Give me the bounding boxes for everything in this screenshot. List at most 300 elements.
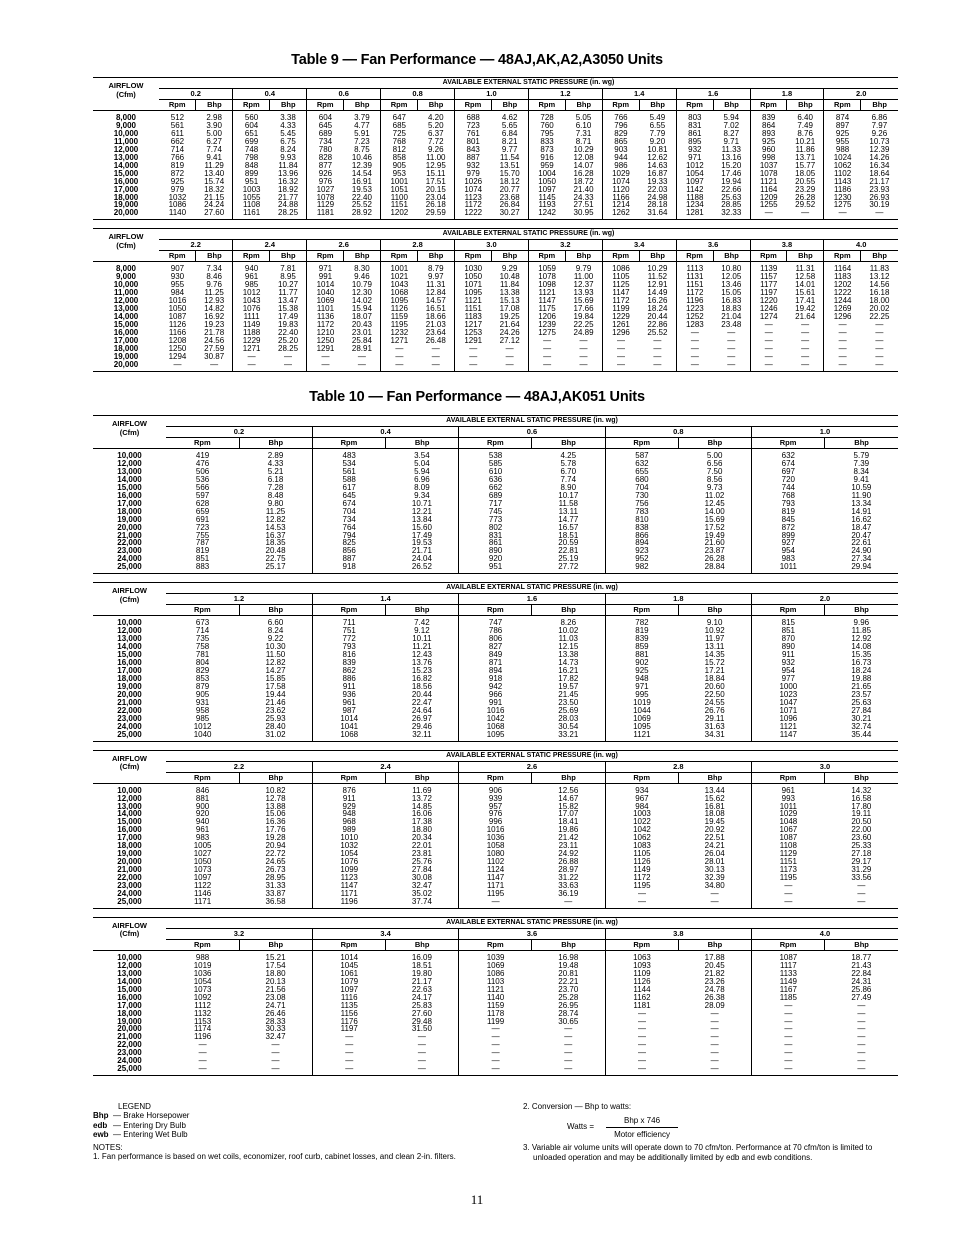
- bhp-cell: —: [727, 344, 736, 353]
- rpm-cell: 920: [459, 555, 532, 563]
- bhp-cell: 15.21: [265, 952, 286, 962]
- bhp-cell: 21.17: [869, 177, 890, 186]
- rpm-cell: —: [676, 329, 713, 337]
- bhp-cell: 24.04: [411, 555, 432, 564]
- table-row: [93, 970, 898, 978]
- rpm-cell: 1121: [750, 178, 787, 186]
- bhp-cell: —: [857, 1025, 866, 1034]
- rpm-label: Rpm: [459, 605, 532, 616]
- table-row: [93, 122, 898, 130]
- airflow-label: AIRFLOW: [112, 419, 147, 428]
- bhp-label: Bhp: [532, 438, 605, 449]
- rpm-cell: 998: [750, 154, 787, 162]
- block-spacer: [93, 574, 898, 583]
- header-row: [93, 750, 898, 761]
- airflow-value: 23,000: [117, 1049, 142, 1058]
- bhp-cell: 18.35: [265, 539, 286, 548]
- bhp-label: Bhp: [678, 438, 751, 449]
- table-row: [93, 723, 898, 731]
- bhp-cell: 19.33: [647, 177, 668, 186]
- bhp-cell: 28.95: [265, 874, 286, 883]
- table-row: [93, 818, 898, 826]
- rpm-cell: 1246: [750, 305, 787, 313]
- rpm-cell: 1097: [312, 986, 385, 994]
- bhp-label: Bhp: [196, 251, 233, 262]
- airflow-value: 8,000: [115, 264, 137, 274]
- bhp-cell: 17.52: [704, 523, 725, 532]
- rpm-cell: 873: [528, 146, 565, 154]
- table9-title: Table 9 — Fan Performance — 48AJ,AK,A2,A3050 Units: [291, 52, 663, 68]
- bhp-cell: 13.40: [204, 169, 225, 178]
- bhp-cell: 8.27: [723, 129, 740, 138]
- bhp-cell: 11.21: [412, 643, 432, 652]
- table-row: [93, 842, 898, 850]
- rpm-cell: 1102: [824, 170, 861, 178]
- rpm-cell: 872: [170, 169, 185, 178]
- airflow-value: 24,000: [117, 555, 142, 564]
- rpm-cell: 711: [312, 616, 385, 627]
- bhp-cell: 6.10: [575, 121, 592, 130]
- bhp-cell: 9.41: [853, 475, 870, 484]
- table-row: [93, 262, 898, 273]
- table-row: [93, 138, 898, 146]
- bhp-cell: 10.82: [265, 785, 286, 795]
- rpm-cell: 1159: [459, 1002, 532, 1010]
- airflow-value: 25,000: [93, 731, 166, 741]
- bhp-cell: 14.07: [573, 161, 594, 170]
- pressure-value: 1.6: [676, 89, 750, 100]
- rpm-cell: 1014: [312, 715, 385, 723]
- bhp-cell: 19.53: [411, 539, 432, 548]
- rpm-cell: —: [750, 345, 787, 353]
- rpm-cell: 883: [166, 563, 239, 573]
- bhp-label: Bhp: [825, 939, 898, 950]
- pressure-value: 2.4: [233, 240, 307, 251]
- bhp-cell: 16.21: [558, 667, 579, 675]
- rpm-cell: 942: [459, 683, 532, 691]
- rpm-cell: 1195: [459, 890, 532, 898]
- rpm-cell: 1027: [193, 850, 212, 859]
- airflow-value: 12,000: [113, 145, 139, 154]
- airflow-header: [93, 78, 159, 111]
- bhp-cell: 6.70: [560, 467, 577, 476]
- bhp-cell: 19.84: [573, 313, 594, 322]
- bhp-cell: 7.02: [723, 121, 740, 130]
- rpm-cell: 961: [195, 826, 210, 835]
- bhp-cell: 8.48: [267, 491, 284, 500]
- bhp-cell: 21.56: [265, 985, 286, 994]
- bhp-label: Bhp: [239, 772, 312, 783]
- bhp-cell: 28.33: [265, 1017, 286, 1026]
- rpm-cell: 967: [605, 795, 678, 803]
- bhp-cell: 20.47: [851, 531, 872, 540]
- rpm-cell: 1142: [676, 186, 713, 194]
- rpm-cell: 1083: [605, 842, 678, 850]
- rpm-cell: 1103: [459, 978, 532, 986]
- bhp-cell: 32.11: [386, 731, 459, 741]
- bhp-cell: 10.02: [558, 627, 579, 636]
- rpm-cell: 1159: [381, 313, 418, 321]
- airflow-value: 19,000: [113, 201, 139, 210]
- bhp-label: Bhp: [386, 438, 459, 449]
- rpm-cell: 1121: [459, 986, 532, 994]
- bhp-cell: 26.38: [704, 993, 725, 1002]
- rpm-cell: 787: [195, 539, 210, 548]
- bhp-cell: 16.81: [704, 802, 725, 811]
- rpm-cell: 1166: [602, 194, 639, 202]
- rpm-cell: 1196: [676, 297, 713, 305]
- bhp-cell: 24.89: [573, 329, 594, 337]
- rpm-cell: 1149: [752, 978, 825, 986]
- rpm-cell: 959: [528, 162, 565, 170]
- rpm-cell: —: [752, 1010, 825, 1018]
- rpm-cell: 839: [605, 635, 678, 643]
- rpm-cell: 851: [752, 627, 825, 635]
- rpm-cell: 655: [605, 468, 678, 476]
- bhp-cell: —: [857, 1009, 866, 1018]
- rpm-cell: 902: [605, 659, 678, 667]
- rpm-cell: 903: [602, 146, 639, 154]
- bhp-cell: 27.59: [204, 344, 225, 353]
- bhp-cell: 22.72: [265, 850, 286, 859]
- rpm-cell: 1188: [233, 329, 270, 337]
- bhp-cell: 15.60: [411, 523, 432, 532]
- rpm-cell: 987: [312, 707, 385, 715]
- bhp-cell: 9.26: [871, 129, 888, 138]
- bhp-label: Bhp: [386, 939, 459, 950]
- rpm-cell: 931: [195, 698, 210, 707]
- rpm-label: Rpm: [752, 939, 825, 950]
- bhp-cell: 12.56: [558, 785, 579, 795]
- rpm-label: Rpm: [676, 100, 713, 111]
- pressure-value: 0.4: [312, 427, 458, 438]
- bhp-cell: 26.76: [704, 706, 725, 715]
- bhp-cell: 13.96: [278, 169, 299, 178]
- bhp-cell: 24.88: [278, 201, 299, 210]
- rpm-cell: 1016: [168, 297, 187, 306]
- rpm-bhp-row: [93, 605, 898, 616]
- rpm-cell: 940: [195, 818, 210, 827]
- header-row: [93, 583, 898, 594]
- rpm-label: Rpm: [233, 100, 270, 111]
- bhp-cell: 15.69: [704, 515, 725, 524]
- rpm-cell: 932: [455, 162, 492, 170]
- bhp-cell: 21.15: [204, 193, 225, 202]
- bhp-cell: 23.08: [265, 993, 286, 1002]
- rpm-cell: —: [381, 361, 418, 371]
- airflow-value: 19,000: [113, 352, 139, 361]
- pressure-value: 1.6: [459, 594, 605, 605]
- bhp-label: Bhp: [239, 605, 312, 616]
- bhp-cell: 4.62: [501, 113, 518, 122]
- bhp-cell: 8.30: [354, 264, 370, 274]
- bhp-cell: 24.55: [704, 698, 725, 707]
- bhp-label: Bhp: [639, 251, 676, 262]
- rpm-cell: 747: [459, 616, 532, 627]
- table-row: [93, 337, 898, 345]
- bhp-label: Bhp: [386, 772, 459, 783]
- bhp-cell: 12.43: [411, 651, 432, 660]
- airflow-value: 8,000: [115, 113, 137, 122]
- airflow-value: 19,000: [117, 515, 142, 524]
- rpm-cell: 1050: [455, 273, 492, 281]
- table-row: [93, 1065, 898, 1075]
- bhp-cell: 14.57: [425, 297, 446, 306]
- rpm-cell: —: [233, 353, 270, 361]
- rpm-cell: 1030: [455, 262, 492, 273]
- rpm-cell: 768: [381, 138, 418, 146]
- table-row: [93, 563, 898, 573]
- rpm-cell: 1161: [233, 209, 270, 219]
- rpm-cell: 1021: [381, 273, 418, 281]
- rpm-cell: 1124: [459, 866, 532, 874]
- bhp-label: Bhp: [639, 100, 676, 111]
- rpm-cell: 812: [381, 146, 418, 154]
- bhp-cell: 26.88: [558, 858, 579, 867]
- bhp-cell: —: [875, 329, 884, 337]
- bhp-cell: 10.81: [647, 145, 668, 154]
- rpm-cell: 1061: [312, 970, 385, 978]
- bhp-cell: 21.82: [704, 969, 725, 978]
- bhp-cell: 5.79: [853, 451, 870, 460]
- table-row: [93, 858, 898, 866]
- bhp-cell: 13.38: [558, 651, 579, 660]
- table-row: [93, 508, 898, 516]
- airflow-value: 22,000: [117, 706, 142, 715]
- bhp-cell: 30.65: [558, 1017, 579, 1026]
- bhp-cell: 31.63: [704, 722, 725, 731]
- rpm-cell: 976: [307, 178, 344, 186]
- rpm-cell: 744: [752, 484, 825, 492]
- bhp-cell: 12.91: [647, 281, 668, 290]
- table-row: [93, 313, 898, 321]
- bhp-cell: 20.50: [851, 818, 872, 827]
- rpm-cell: 1139: [750, 262, 787, 273]
- rpm-cell: 1037: [750, 162, 787, 170]
- bhp-cell: 15.85: [265, 674, 286, 683]
- airflow-value: 21,000: [117, 698, 142, 707]
- pressure-value: 1.4: [312, 594, 458, 605]
- rpm-cell: 1095: [605, 723, 678, 731]
- rpm-cell: 1230: [824, 194, 861, 202]
- rpm-cell: 1074: [455, 186, 492, 194]
- rpm-cell: —: [824, 345, 861, 353]
- rpm-cell: 632: [605, 460, 678, 468]
- bhp-cell: 6.96: [414, 475, 430, 484]
- rpm-cell: 918: [459, 675, 532, 683]
- rpm-cell: 954: [752, 547, 825, 555]
- bhp-label: Bhp: [344, 100, 381, 111]
- airflow-value: 9,000: [115, 121, 137, 130]
- rpm-label: Rpm: [312, 605, 385, 616]
- table-row: [93, 361, 898, 371]
- rpm-label: Rpm: [605, 438, 678, 449]
- table-row: [93, 715, 898, 723]
- rpm-cell: 1016: [459, 826, 532, 834]
- airflow-value: 15,000: [117, 818, 142, 827]
- bhp-cell: 14.02: [351, 297, 372, 306]
- bhp-cell: 15.61: [795, 289, 816, 298]
- bhp-cell: 22.86: [647, 321, 668, 330]
- rpm-cell: 1294: [168, 352, 187, 361]
- bhp-cell: 27.60: [411, 1009, 432, 1018]
- pressure-header: AVAILABLE EXTERNAL STATIC PRESSURE (in. wg): [166, 917, 898, 928]
- rpm-cell: —: [605, 1049, 678, 1057]
- table-row: [93, 795, 898, 803]
- note-1: 1. Fan performance is based on wet coils, economizer, roof curb, cabinet losses, and clean 2-in. filters.: [93, 1152, 456, 1161]
- rpm-cell: 1223: [676, 305, 713, 313]
- rpm-cell: 1122: [193, 882, 212, 890]
- rpm-cell: 1147: [312, 882, 385, 890]
- rpm-cell: 905: [381, 162, 418, 170]
- rpm-cell: 1043: [233, 297, 270, 305]
- bhp-cell: 28.03: [558, 714, 579, 723]
- rpm-label: Rpm: [750, 100, 787, 111]
- rpm-cell: —: [605, 1010, 678, 1018]
- rpm-cell: 985: [195, 714, 210, 723]
- rpm-cell: —: [198, 1041, 207, 1050]
- airflow-value: 14,000: [117, 643, 142, 652]
- rpm-cell: 851: [195, 555, 210, 564]
- table-row: [93, 643, 898, 651]
- rpm-cell: —: [528, 345, 565, 353]
- bhp-cell: 30.33: [265, 1025, 286, 1034]
- airflow-value: 19,000: [117, 1017, 142, 1026]
- bhp-label: Bhp: [491, 251, 528, 262]
- bhp-cell: 16.28: [573, 169, 594, 178]
- table-row: [93, 1033, 898, 1041]
- rpm-cell: 1080: [459, 850, 532, 858]
- table-row: [93, 209, 898, 219]
- rpm-cell: 780: [307, 146, 344, 154]
- table-row: [93, 492, 898, 500]
- rpm-cell: 929: [312, 803, 385, 811]
- rpm-cell: 1029: [752, 810, 825, 818]
- rpm-label: Rpm: [159, 100, 196, 111]
- rpm-cell: —: [752, 1018, 825, 1026]
- rpm-cell: 1229: [233, 337, 270, 345]
- bhp-cell: 16.87: [647, 169, 668, 178]
- rpm-cell: 881: [605, 651, 678, 659]
- pressure-value: 1.8: [605, 594, 751, 605]
- bhp-cell: —: [270, 361, 307, 371]
- rpm-cell: 674: [752, 460, 825, 468]
- airflow-value: 16,000: [117, 659, 142, 668]
- rpm-cell: 845: [752, 516, 825, 524]
- pressure-value: 2.8: [605, 761, 751, 772]
- bhp-cell: 32.47: [265, 1033, 286, 1042]
- rpm-bhp-row: [93, 772, 898, 783]
- table-row: [93, 555, 898, 563]
- rpm-cell: 810: [605, 516, 678, 524]
- rpm-cell: 1069: [459, 962, 532, 970]
- rpm-cell: 512: [170, 113, 185, 122]
- bhp-cell: 12.39: [351, 161, 372, 170]
- bhp-label: Bhp: [239, 939, 312, 950]
- rpm-cell: 1068: [312, 731, 385, 741]
- bhp-cell: 23.93: [869, 185, 890, 194]
- rpm-cell: 793: [312, 643, 385, 651]
- bhp-cell: 14.82: [204, 305, 225, 314]
- airflow-value: 18,000: [113, 344, 139, 353]
- pressure-value: 2.0: [752, 594, 899, 605]
- bhp-cell: 23.11: [558, 842, 578, 851]
- bhp-cell: 31.02: [239, 731, 312, 741]
- rpm-cell: 1172: [307, 321, 344, 329]
- rpm-cell: 906: [459, 783, 532, 794]
- formula-denominator: Motor efficiency: [614, 1130, 670, 1139]
- bhp-cell: 5.94: [723, 113, 740, 122]
- bhp-cell: 16.32: [278, 177, 299, 186]
- rpm-cell: 1123: [455, 194, 492, 202]
- pressure-header: AVAILABLE EXTERNAL STATIC PRESSURE (in. wg): [159, 229, 898, 240]
- rpm-cell: 1153: [193, 1017, 212, 1026]
- bhp-cell: 8.79: [427, 264, 444, 274]
- bhp-cell: 6.37: [427, 129, 444, 138]
- rpm-cell: 819: [195, 547, 210, 556]
- bhp-cell: 7.74: [206, 145, 222, 154]
- rpm-cell: 1093: [605, 962, 678, 970]
- bhp-cell: 11.54: [499, 153, 520, 162]
- rpm-cell: 979: [170, 185, 185, 194]
- table-row: [93, 476, 898, 484]
- pressure-value: 3.4: [602, 240, 676, 251]
- bhp-cell: 10.48: [499, 273, 520, 282]
- bhp-cell: —: [825, 1065, 898, 1075]
- bhp-cell: 9.80: [267, 499, 284, 508]
- bhp-cell: 7.79: [649, 129, 666, 138]
- rpm-cell: 1129: [307, 201, 344, 209]
- table-row: [93, 500, 898, 508]
- bhp-cell: 30.19: [869, 201, 890, 210]
- table-row: [93, 616, 898, 627]
- rpm-cell: 1281: [676, 209, 713, 219]
- table-row: [93, 539, 898, 547]
- rpm-cell: 662: [170, 137, 185, 146]
- rpm-cell: 930: [170, 273, 185, 282]
- bhp-cell: 15.05: [721, 289, 742, 298]
- rpm-cell: —: [824, 337, 861, 345]
- airflow-value: 16,000: [113, 329, 139, 337]
- rpm-cell: —: [605, 1065, 678, 1075]
- bhp-cell: 18.64: [869, 169, 890, 178]
- rpm-cell: 925: [170, 177, 185, 186]
- rpm-cell: 926: [307, 170, 344, 178]
- airflow-value: 21,000: [117, 531, 142, 540]
- table-row: [93, 1018, 898, 1026]
- table-row: [93, 874, 898, 882]
- bhp-cell: —: [579, 344, 588, 353]
- pressure-value: 3.8: [750, 240, 824, 251]
- bhp-label: Bhp: [270, 251, 307, 262]
- bhp-cell: 12.92: [851, 635, 872, 644]
- rpm-cell: 911: [752, 651, 825, 659]
- bhp-cell: 9.10: [706, 618, 723, 628]
- bhp-cell: 23.64: [425, 329, 446, 337]
- rpm-cell: —: [752, 890, 825, 898]
- rpm-cell: 1214: [602, 201, 639, 209]
- rpm-cell: 1151: [752, 858, 825, 866]
- rpm-cell: —: [381, 353, 418, 361]
- rpm-cell: 804: [195, 659, 210, 668]
- bhp-cell: 19.25: [499, 313, 520, 322]
- bhp-cell: 28.84: [678, 563, 751, 573]
- table-row: [93, 691, 898, 699]
- rpm-cell: 905: [195, 690, 210, 699]
- bhp-cell: 16.98: [558, 952, 579, 962]
- rpm-cell: 1036: [193, 969, 212, 978]
- bhp-cell: 14.91: [851, 507, 872, 516]
